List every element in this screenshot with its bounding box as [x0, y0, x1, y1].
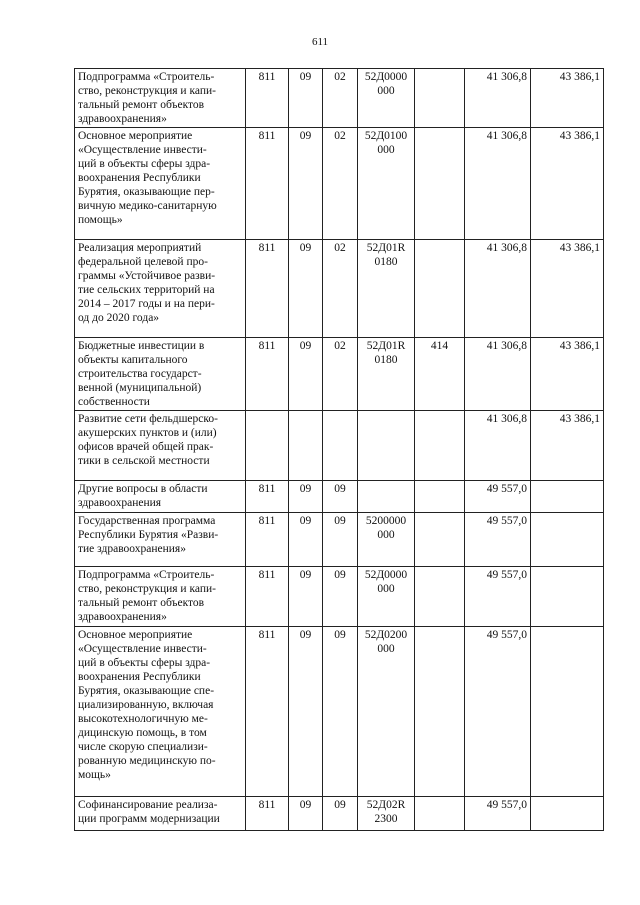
row-value-cell-c7: [531, 481, 604, 513]
row-value-cell-c2: 09: [289, 69, 323, 128]
row-value-cell-c2: [289, 411, 323, 481]
row-name-cell: Другие вопросы в области здравоохранения: [75, 481, 246, 513]
table-row: [75, 411, 604, 481]
row-value-cell-c2: 09: [289, 627, 323, 797]
row-value-cell-c3: 09: [323, 513, 358, 567]
row-value-cell-c4: 52Д0200 000: [358, 627, 415, 797]
row-value-cell-c7: 43 386,1: [531, 69, 604, 128]
row-value-cell-c7: [531, 513, 604, 567]
row-value-cell-c7: 43 386,1: [531, 240, 604, 338]
row-value-cell-c7: [531, 627, 604, 797]
row-value-cell-c3: 02: [323, 128, 358, 240]
row-name-cell: Софинансирование реализа- ции программ модернизации: [75, 797, 246, 831]
row-value-cell-c7: 43 386,1: [531, 128, 604, 240]
row-name-cell: Развитие сети фельдшерско- акушерских пунктов и (или) офисов врачей общей прак- тики в сельской местности: [75, 411, 246, 481]
table-row: [75, 128, 604, 240]
row-value-cell-c2: 09: [289, 513, 323, 567]
row-value-cell-c1: 811: [246, 481, 289, 513]
row-value-cell-c4: [358, 481, 415, 513]
row-value-cell-c1: 811: [246, 513, 289, 567]
row-value-cell-c6: 49 557,0: [465, 567, 531, 627]
row-value-cell-c4: 52Д01R 0180: [358, 240, 415, 338]
row-value-cell-c4: [358, 411, 415, 481]
row-value-cell-c2: 09: [289, 481, 323, 513]
row-value-cell-c4: 52Д0000 000: [358, 567, 415, 627]
row-value-cell-c5: [415, 481, 465, 513]
row-value-cell-c3: 09: [323, 567, 358, 627]
row-value-cell-c2: 09: [289, 338, 323, 411]
row-value-cell-c1: 811: [246, 69, 289, 128]
row-value-cell-c5: [415, 69, 465, 128]
row-value-cell-c5: [415, 567, 465, 627]
row-value-cell-c6: 49 557,0: [465, 513, 531, 567]
table-row: [75, 338, 604, 411]
row-value-cell-c6: 41 306,8: [465, 411, 531, 481]
row-value-cell-c6: 41 306,8: [465, 69, 531, 128]
row-value-cell-c2: 09: [289, 128, 323, 240]
row-value-cell-c3: 09: [323, 481, 358, 513]
row-name-cell: Подпрограмма «Строитель- ство, реконструкция и капи- тальный ремонт объектов здравоохранения»: [75, 567, 246, 627]
row-value-cell-c1: [246, 411, 289, 481]
row-value-cell-c6: 41 306,8: [465, 338, 531, 411]
row-value-cell-c3: 02: [323, 240, 358, 338]
row-value-cell-c5: [415, 797, 465, 831]
row-value-cell-c5: [415, 128, 465, 240]
row-value-cell-c1: 811: [246, 128, 289, 240]
row-value-cell-c1: 811: [246, 567, 289, 627]
row-value-cell-c4: 52Д02R 2300: [358, 797, 415, 831]
row-name-cell: Основное мероприятие «Осуществление инвести- ций в объекты сферы здра- воохранения Республики Бурятия, оказывающие спе- циализированную, включая высокотехнологичную ме- дицинскую помощь, в том числе скорую специализи- рованную медицинскую по- мощь»: [75, 627, 246, 797]
row-name-cell: Основное мероприятие «Осуществление инвести- ций в объекты сферы здра- воохранения Республики Бурятия, оказывающие пер- вичную медико-санитарную помощь»: [75, 128, 246, 240]
row-value-cell-c4: 52Д01R 0180: [358, 338, 415, 411]
budget-table: [74, 68, 604, 831]
row-value-cell-c3: [323, 411, 358, 481]
row-value-cell-c5: [415, 627, 465, 797]
row-value-cell-c6: 49 557,0: [465, 481, 531, 513]
row-value-cell-c7: [531, 797, 604, 831]
row-value-cell-c5: [415, 411, 465, 481]
row-value-cell-c4: 52Д0100 000: [358, 128, 415, 240]
table-row: [75, 69, 604, 128]
row-value-cell-c1: 811: [246, 627, 289, 797]
row-value-cell-c4: 5200000 000: [358, 513, 415, 567]
row-value-cell-c5: [415, 513, 465, 567]
row-value-cell-c2: 09: [289, 797, 323, 831]
table-row: [75, 240, 604, 338]
row-value-cell-c6: 49 557,0: [465, 797, 531, 831]
row-value-cell-c3: 09: [323, 797, 358, 831]
row-value-cell-c3: 02: [323, 69, 358, 128]
row-value-cell-c4: 52Д0000 000: [358, 69, 415, 128]
row-value-cell-c3: 02: [323, 338, 358, 411]
row-name-cell: Бюджетные инвестиции в объекты капитального строительства государст- венной (муниципальной) собственности: [75, 338, 246, 411]
row-value-cell-c7: 43 386,1: [531, 338, 604, 411]
page-number: 611: [311, 36, 329, 48]
row-value-cell-c3: 09: [323, 627, 358, 797]
row-name-cell: Реализация мероприятий федеральной целевой про- граммы «Устойчивое разви- тие сельских территорий на 2014 – 2017 годы и на пери- од до 2020 года»: [75, 240, 246, 338]
row-name-cell: Подпрограмма «Строитель- ство, реконструкция и капи- тальный ремонт объектов здравоохранения»: [75, 69, 246, 128]
row-value-cell-c1: 811: [246, 240, 289, 338]
row-value-cell-c5: [415, 240, 465, 338]
row-value-cell-c6: 41 306,8: [465, 128, 531, 240]
row-value-cell-c5: 414: [415, 338, 465, 411]
row-value-cell-c2: 09: [289, 567, 323, 627]
row-value-cell-c6: 49 557,0: [465, 627, 531, 797]
table-row: [75, 567, 604, 627]
row-value-cell-c6: 41 306,8: [465, 240, 531, 338]
table-row: [75, 513, 604, 567]
table-row: [75, 797, 604, 831]
table-row: [75, 481, 604, 513]
row-value-cell-c7: 43 386,1: [531, 411, 604, 481]
row-value-cell-c2: 09: [289, 240, 323, 338]
row-name-cell: Государственная программа Республики Бурятия «Разви- тие здравоохранения»: [75, 513, 246, 567]
row-value-cell-c1: 811: [246, 338, 289, 411]
row-value-cell-c7: [531, 567, 604, 627]
table-row: [75, 627, 604, 797]
row-value-cell-c1: 811: [246, 797, 289, 831]
budget-table-body: [75, 69, 604, 831]
